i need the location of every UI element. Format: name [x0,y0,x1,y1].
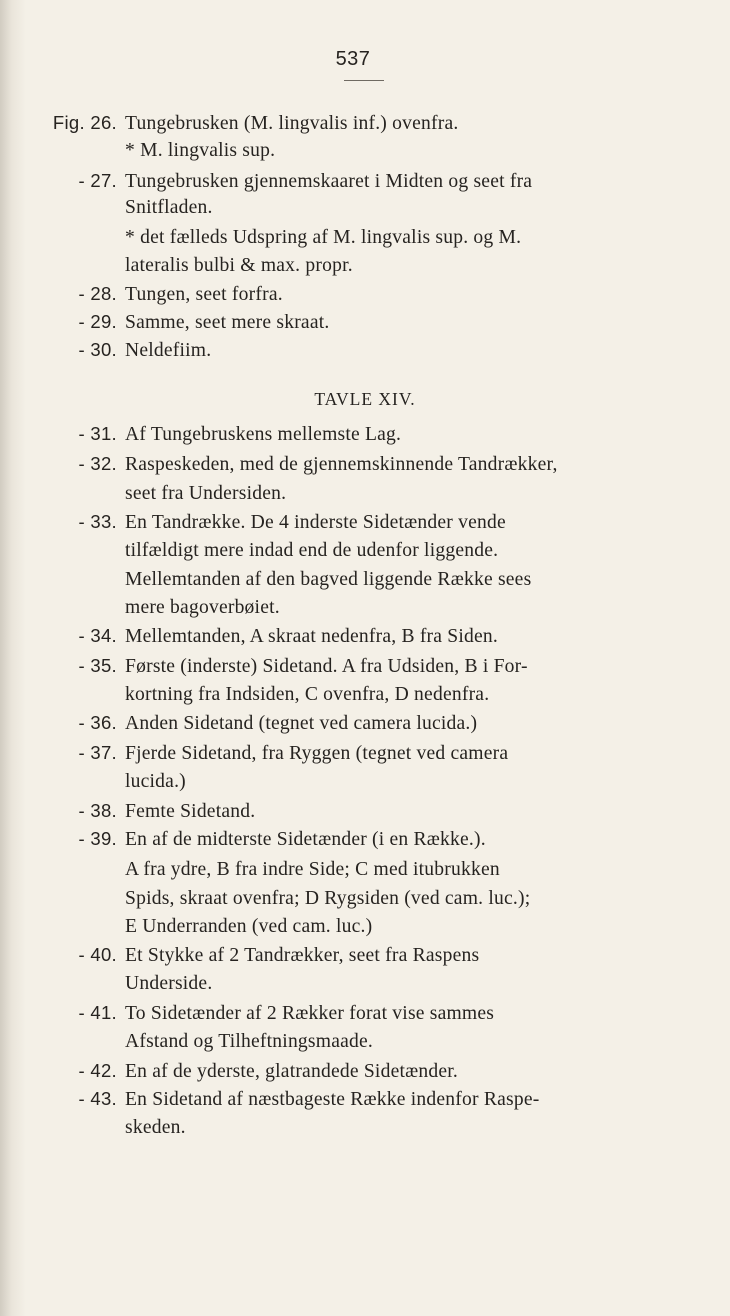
caption-text: Et Stykke af 2 Tandrækker, seet fra Raspens [125,945,480,966]
caption-text: A fra ydre, B fra indre Side; C med itubrukken [125,859,500,880]
figure-number: - 41. [78,1002,117,1023]
figure-number: - 40. [78,944,117,965]
caption-text: kortning fra Indsiden, C ovenfra, D nedenfra. [125,684,490,705]
caption-text: * det fælleds Udspring af M. lingvalis sup. og M. [125,227,522,248]
caption-text: Spids, skraat ovenfra; D Rygsiden (ved cam. luc.); [125,888,531,909]
figure-number: - 35. [78,655,117,676]
figure-number: - 28. [78,283,117,304]
caption-text: Tungen, seet forfra. [125,284,283,305]
figure-number: - 32. [78,453,117,474]
caption-text: En af de yderste, glatrandede Sidetænder. [125,1061,459,1082]
caption-text: Tungebrusken gjennemskaaret i Midten og seet fra [125,171,533,192]
figure-number: - 37. [78,742,117,763]
figure-number: - 31. [78,423,117,444]
caption-text: Samme, seet mere skraat. [125,312,330,333]
caption-text: seet fra Undersiden. [125,483,287,504]
caption-text: E Underranden (ved cam. luc.) [125,916,373,937]
caption-text: En af de midterste Sidetænder (i en Række.). [125,829,486,850]
caption-text: En Sidetand af næstbageste Række indenfor Raspe- [125,1089,540,1110]
figure-number: - 42. [78,1060,117,1081]
caption-text: skeden. [125,1117,186,1138]
figure-number: - 29. [78,311,117,332]
figure-number: - 36. [78,712,117,733]
figure-number: - 33. [78,511,117,532]
caption-text: Underside. [125,973,213,994]
figure-number: - 30. [78,339,117,360]
caption-text: To Sidetænder af 2 Rækker forat vise sammes [125,1003,495,1024]
caption-text: Afstand og Tilheftningsmaade. [125,1031,373,1052]
caption-text: Fjerde Sidetand, fra Ryggen (tegnet ved camera [125,743,509,764]
figure-number: - 27. [78,170,117,191]
figure-number: - 38. [78,800,117,821]
caption-text: Raspeskeden, med de gjennemskinnende Tandrækker, [125,454,558,475]
figure-number: - 43. [78,1088,117,1109]
caption-text: Neldefiim. [125,340,212,361]
figure-number: Fig. 26. [52,112,117,133]
page-number: 537 [335,48,371,70]
caption-text: Anden Sidetand (tegnet ved camera lucida.) [125,713,478,734]
caption-text: * M. lingvalis sup. [125,140,276,161]
caption-text: Mellemtanden af den bagved liggende Række sees [125,569,532,590]
caption-text: Mellemtanden, A skraat nedenfra, B fra Siden. [125,626,499,647]
figure-number: - 34. [78,625,117,646]
caption-text: Første (inderste) Sidetand. A fra Udsiden, B i For- [125,656,528,677]
caption-text: tilfældigt mere indad end de udenfor liggende. [125,540,499,561]
caption-text: Snitfladen. [125,197,213,218]
caption-text: lucida.) [125,771,186,792]
page-number-rule [344,80,384,81]
caption-text: Af Tungebruskens mellemste Lag. [125,424,402,445]
caption-text: lateralis bulbi & max. propr. [125,255,353,276]
caption-text: mere bagoverbøiet. [125,597,280,618]
caption-text: Tungebrusken (M. lingvalis inf.) ovenfra. [125,113,459,134]
figure-number: - 39. [78,828,117,849]
plate-heading: TAVLE XIV. [314,389,416,409]
caption-text: Femte Sidetand. [125,801,256,822]
caption-text: En Tandrække. De 4 inderste Sidetænder vende [125,512,506,533]
